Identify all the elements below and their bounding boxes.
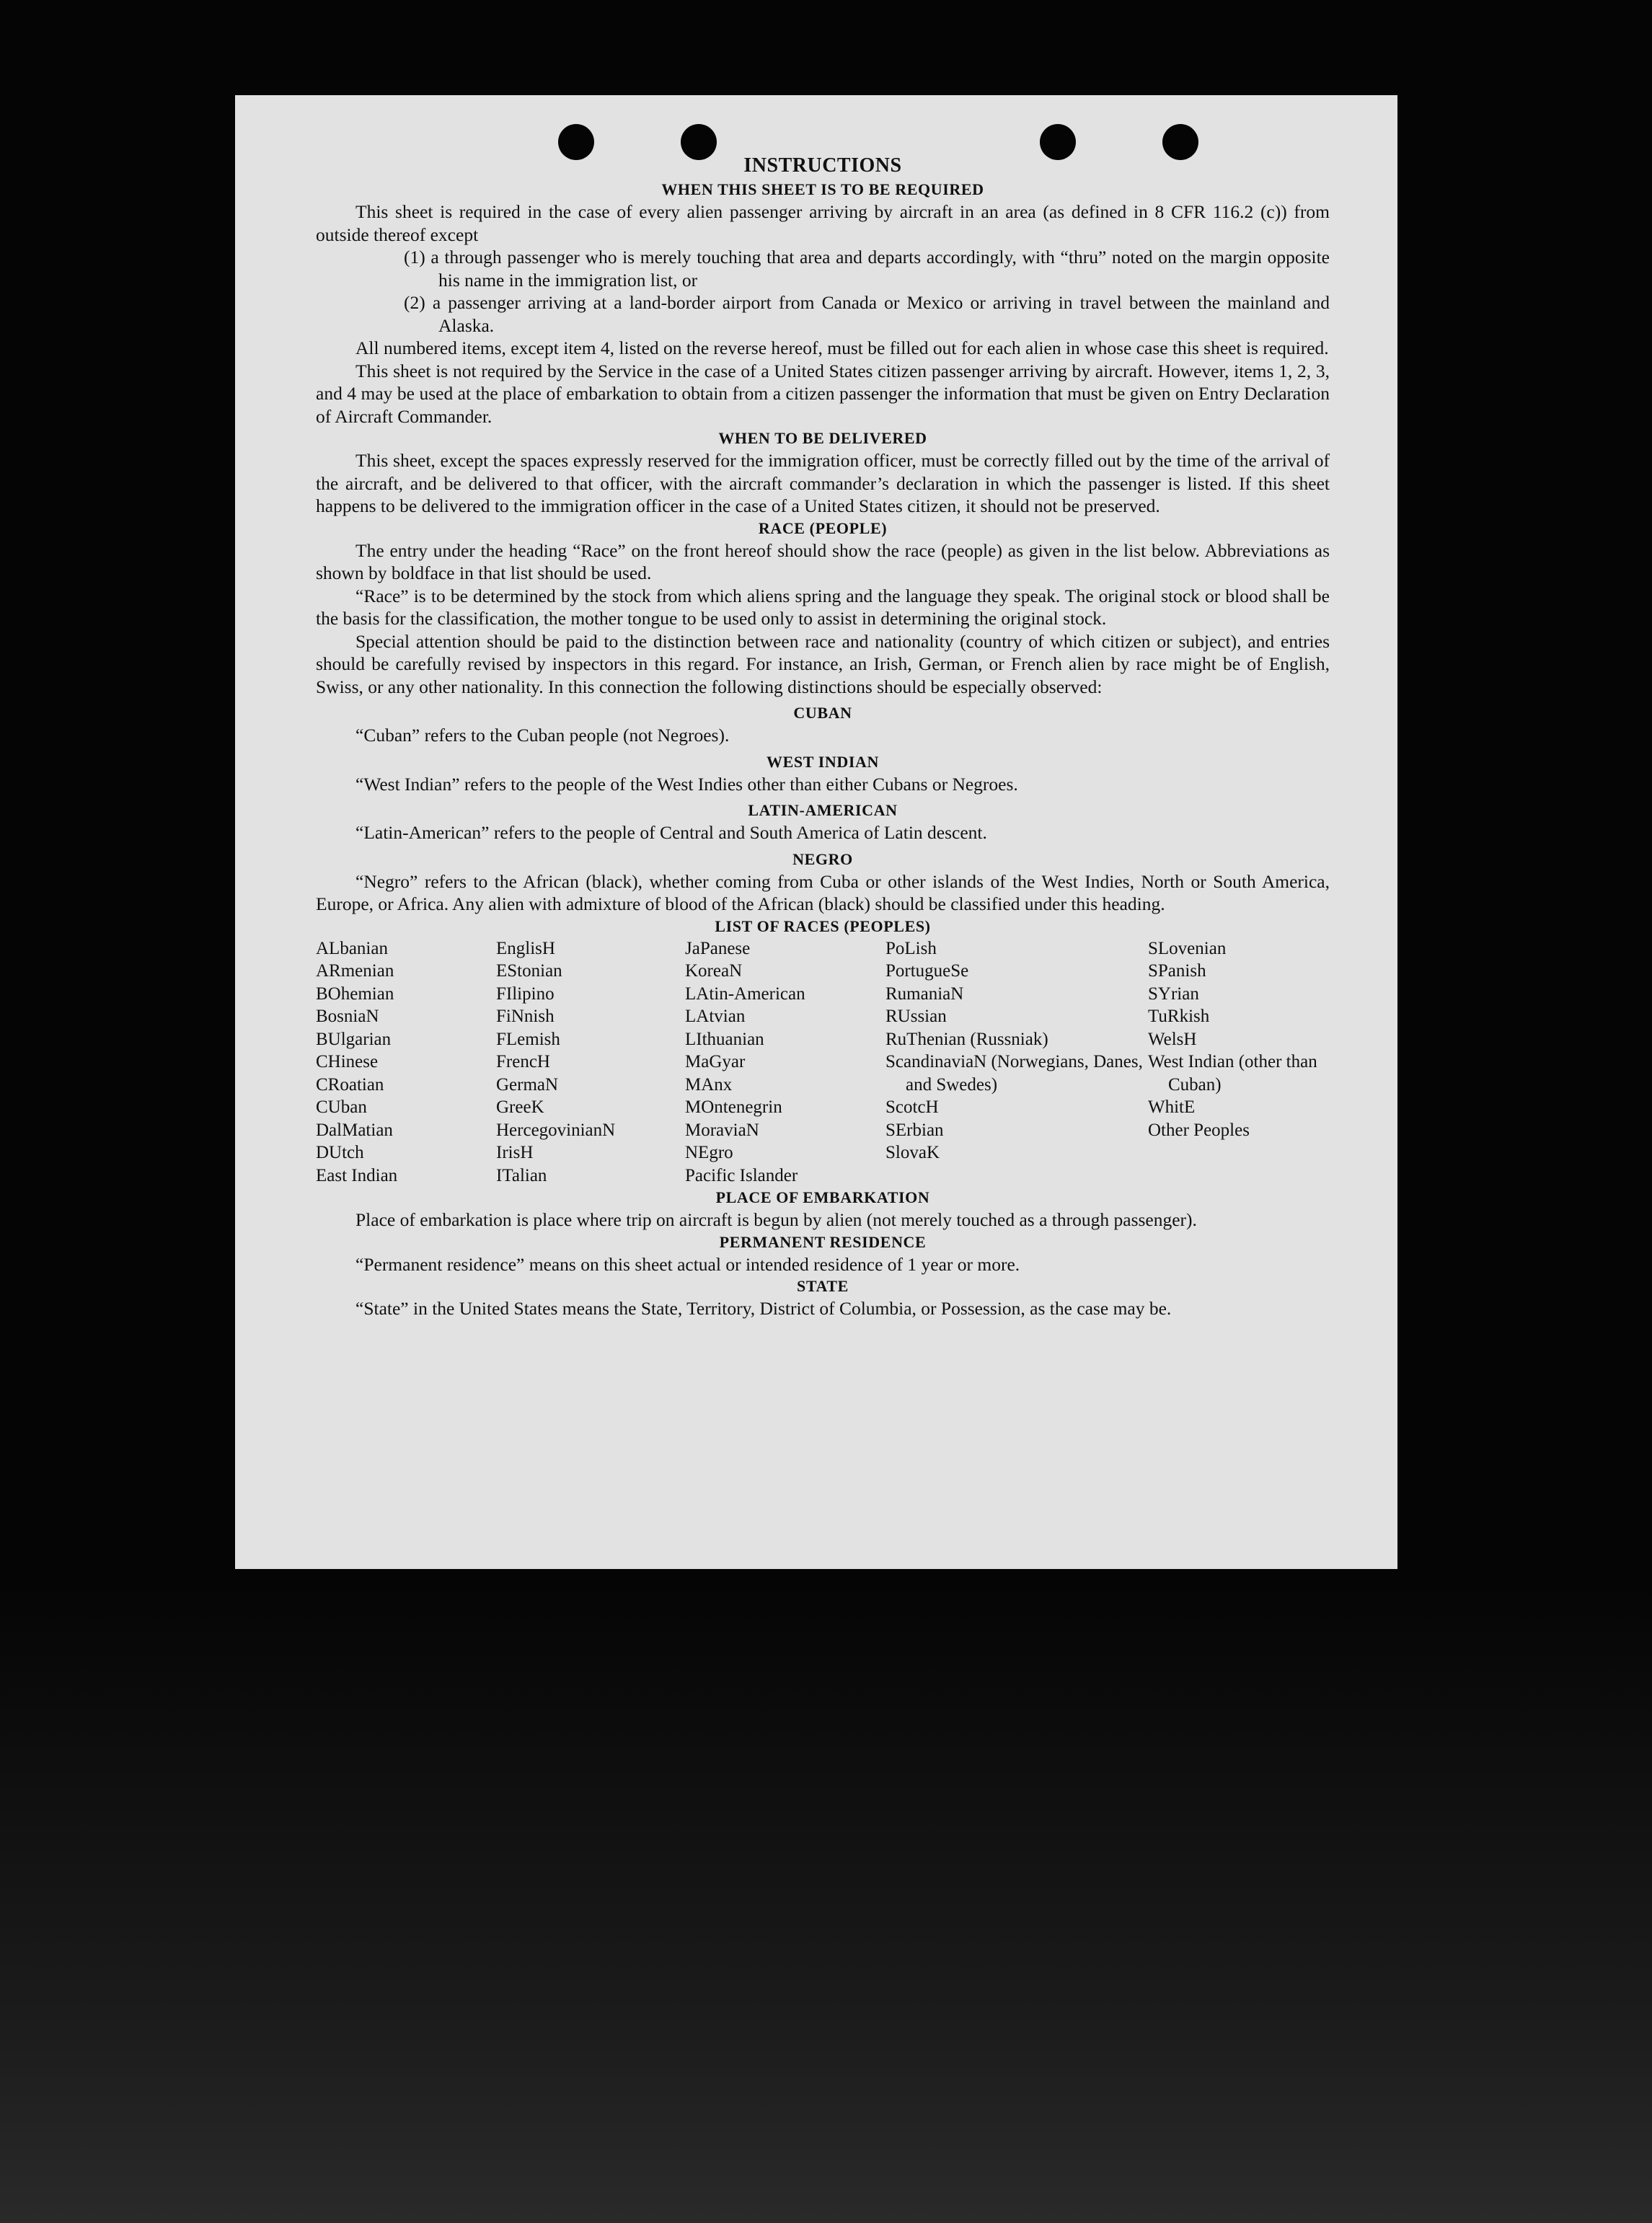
section-heading-required: WHEN THIS SHEET IS TO BE REQUIRED bbox=[661, 180, 984, 198]
race-entry: FIlipino bbox=[496, 984, 555, 1004]
negro-paragraph: “Negro” refers to the African (black), whether coming from Cuba or other islands of the West Indies, North or South America, Europe, or Africa. Any alien with admixture of blood of the African (black) should be classified under this heading. bbox=[316, 870, 1330, 914]
west-indian-paragraph: “West Indian” refers to the people of the West Indies other than either Cubans or Negroes. bbox=[355, 773, 1018, 795]
race-entry: KoreaN bbox=[685, 961, 743, 981]
races-list bbox=[316, 937, 1330, 1188]
race-entry: SPanish bbox=[1148, 961, 1206, 981]
race-entry: ALbanian bbox=[316, 938, 388, 958]
races-column bbox=[1148, 937, 1330, 1188]
race-entry: RumaniaN bbox=[885, 984, 964, 1004]
section-heading-delivered: WHEN TO BE DELIVERED bbox=[718, 429, 927, 447]
punch-hole bbox=[681, 124, 717, 160]
race-entry: BosniaN bbox=[316, 1007, 379, 1026]
required-item-2: (2) a passenger arriving at a land-border airport from Canada or Mexico or arriving in travel between the mainland and Alaska. bbox=[404, 292, 1330, 336]
race-entry: WelsH bbox=[1148, 1029, 1197, 1049]
race-entry: HercegovinianN bbox=[496, 1120, 616, 1140]
state-paragraph: “State” in the United States means the State, Territory, District of Columbia, or Possession, as the case may be. bbox=[355, 1298, 1172, 1319]
document-sheet bbox=[235, 95, 1397, 1569]
race-entry: MoraviaN bbox=[685, 1120, 759, 1140]
race-entry: CHinese bbox=[316, 1052, 379, 1071]
race-entry: LAtin-American bbox=[685, 984, 805, 1004]
race-entry: MAnx bbox=[685, 1074, 733, 1095]
races-column bbox=[885, 937, 1148, 1188]
section-heading-races-list: LIST OF RACES (PEOPLES) bbox=[715, 916, 931, 935]
race-entry: Other Peoples bbox=[1148, 1120, 1250, 1140]
race-entry: Pacific Islander bbox=[685, 1165, 798, 1185]
section-heading-residence: PERMANENT RESIDENCE bbox=[719, 1232, 927, 1251]
races-column bbox=[496, 937, 685, 1188]
race-entry: DalMatian bbox=[316, 1120, 393, 1140]
punch-hole bbox=[1162, 124, 1198, 160]
race-entry: MOntenegrin bbox=[685, 1097, 782, 1117]
race-entry: GermaN bbox=[496, 1074, 559, 1095]
race-entry: DUtch bbox=[316, 1143, 364, 1162]
required-intro: This sheet is required in the case of every alien passenger arriving by aircraft in an area (as defined in 8 CFR 116.2 (c)) from outside thereof except bbox=[316, 201, 1330, 245]
section-heading-race: RACE (PEOPLE) bbox=[758, 518, 888, 537]
required-paragraph-3: This sheet is not required by the Service in the case of a United States citizen passenger arriving by aircraft. However, items 1, 2, 3, and 4 may be used at the place of embarkation to obtain from a citizen passenger the information that must be given on Entry Declaration of Aircraft Commander. bbox=[316, 360, 1330, 427]
race-entry: PortugueSe bbox=[885, 961, 969, 981]
race-paragraph-1: The entry under the heading “Race” on the front hereof should show the race (people) as given in the list below. Abbreviations as shown by boldface in that list should be used. bbox=[316, 539, 1330, 583]
section-heading-negro: NEGRO bbox=[792, 849, 853, 868]
embarkation-paragraph: Place of embarkation is place where trip on aircraft is begun by alien (not merely touched as a through passenger). bbox=[355, 1209, 1197, 1230]
race-entry: ScotcH bbox=[885, 1097, 939, 1117]
section-heading-latin-american: LATIN-AMERICAN bbox=[748, 801, 898, 819]
race-entry: RuThenian (Russniak) bbox=[885, 1029, 1048, 1049]
section-heading-embarkation: PLACE OF EMBARKATION bbox=[715, 1188, 930, 1206]
cuban-paragraph: “Cuban” refers to the Cuban people (not Negroes). bbox=[355, 725, 730, 746]
race-entry: SLovenian bbox=[1148, 938, 1227, 958]
race-entry: ITalian bbox=[496, 1165, 547, 1185]
scan-background bbox=[0, 1586, 1652, 2223]
race-entry: SYrian bbox=[1148, 984, 1199, 1004]
race-entry: FiNnish bbox=[496, 1007, 555, 1026]
punch-hole bbox=[1040, 124, 1076, 160]
race-entry: LAtvian bbox=[685, 1007, 746, 1026]
race-entry: EStonian bbox=[496, 961, 562, 981]
race-entry: LIthuanian bbox=[685, 1029, 764, 1049]
race-entry: West Indian (other than Cuban) bbox=[1148, 1052, 1317, 1095]
race-entry: WhitE bbox=[1148, 1097, 1196, 1117]
delivered-paragraph: This sheet, except the spaces expressly reserved for the immigration officer, must be correctly filled out by the time of the arrival of the aircraft, and be delivered to that officer, with the aircraft commander’s declaration in which the passenger is listed. If this sheet happens to be delivered to the immigration officer in the case of a United States citizen, it should not be preserved. bbox=[316, 450, 1330, 516]
race-entry: TuRkish bbox=[1148, 1007, 1210, 1026]
race-entry: EnglisH bbox=[496, 938, 555, 958]
race-entry: ARmenian bbox=[316, 961, 394, 981]
required-paragraph-2: All numbered items, except item 4, listed on the reverse hereof, must be filled out for each alien in whose case this sheet is required. bbox=[355, 337, 1329, 358]
required-item-1: (1) a through passenger who is merely touching that area and departs accordingly, with “thru” noted on the margin opposite his name in the immigration list, or bbox=[404, 247, 1330, 291]
race-paragraph-3: Special attention should be paid to the distinction between race and nationality (country of which citizen or subject), and entries should be carefully revised by inspectors in this regard. For instance, an Irish, German, or French alien by race might be of English, Swiss, or any other nationality. In this connection the following distinctions should be especially observed: bbox=[316, 630, 1330, 697]
race-entry: PoLish bbox=[885, 938, 937, 958]
race-entry: ScandinaviaN (Norwegians, Danes, and Swedes) bbox=[885, 1052, 1143, 1095]
race-entry: JaPanese bbox=[685, 938, 751, 958]
race-entry: RUssian bbox=[885, 1007, 947, 1026]
section-heading-cuban: CUBAN bbox=[793, 704, 852, 722]
section-heading-west-indian: WEST INDIAN bbox=[767, 752, 879, 771]
race-entry: SErbian bbox=[885, 1120, 944, 1140]
race-entry: MaGyar bbox=[685, 1052, 746, 1071]
race-entry: IrisH bbox=[496, 1143, 534, 1162]
races-column bbox=[316, 937, 496, 1188]
section-heading-state: STATE bbox=[797, 1277, 849, 1295]
race-entry: East Indian bbox=[316, 1165, 398, 1185]
race-entry: FrencH bbox=[496, 1052, 550, 1071]
punch-hole bbox=[558, 124, 594, 160]
latin-american-paragraph: “Latin-American” refers to the people of Central and South America of Latin descent. bbox=[355, 822, 987, 843]
races-column bbox=[685, 937, 885, 1188]
race-entry: SlovaK bbox=[885, 1143, 940, 1162]
race-paragraph-2: “Race” is to be determined by the stock from which aliens spring and the language they speak. The original stock or blood shall be the basis for the classification, the mother tongue to be used only to assist in determining the original stock. bbox=[316, 585, 1330, 629]
residence-paragraph: “Permanent residence” means on this sheet actual or intended residence of 1 year or more. bbox=[355, 1253, 1020, 1275]
race-entry: CUban bbox=[316, 1097, 367, 1117]
race-entry: NEgro bbox=[685, 1143, 733, 1162]
race-entry: CRoatian bbox=[316, 1074, 384, 1095]
race-entry: FLemish bbox=[496, 1029, 560, 1049]
race-entry: GreeK bbox=[496, 1097, 544, 1117]
race-entry: BUlgarian bbox=[316, 1029, 392, 1049]
page-title: INSTRUCTIONS bbox=[743, 154, 902, 177]
race-entry: BOhemian bbox=[316, 984, 394, 1004]
